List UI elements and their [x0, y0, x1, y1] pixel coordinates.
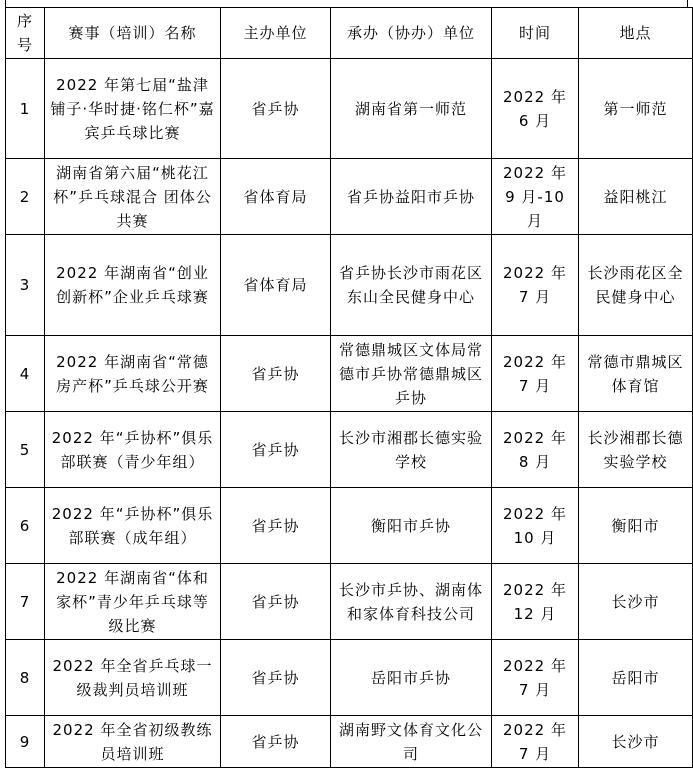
- cell-organizer: 长沙市湘郡长德实验学校: [331, 412, 492, 488]
- table-top-edge: [0, 0, 693, 7]
- cell-no: 6: [6, 488, 45, 564]
- cell-time: 2022 年 6 月: [492, 59, 579, 159]
- cell-host: 省乒协: [221, 412, 331, 488]
- cell-place: 长沙市: [579, 716, 693, 768]
- cell-name: 2022 年全省初级教练员培训班: [45, 716, 221, 768]
- cell-organizer: 衡阳市乒协: [331, 488, 492, 564]
- cell-organizer: 省乒协益阳市乒协: [331, 159, 492, 235]
- table-row: [6, 488, 693, 564]
- cell-no: 2: [6, 159, 45, 235]
- table-row: [6, 564, 693, 640]
- cell-time: 2022 年 8 月: [492, 412, 579, 488]
- table-row: [6, 640, 693, 716]
- events-table: [5, 7, 693, 768]
- cell-name: 2022 年“乒协杯”俱乐部联赛（成年组）: [45, 488, 221, 564]
- cell-time: 2022 年 10 月: [492, 488, 579, 564]
- cell-name: 2022 年湖南省“创业创新杯”企业乒乓球赛: [45, 235, 221, 336]
- cell-name: 2022 年第七届“盐津铺子·华时捷·铭仁杯”嘉宾乒乓球比赛: [45, 59, 221, 159]
- cell-organizer: 湖南省第一师范: [331, 59, 492, 159]
- cell-name: 2022 年“乒协杯”俱乐部联赛（青少年组）: [45, 412, 221, 488]
- cell-organizer: 常德鼎城区文体局常德市乒协常德鼎城区乒协: [331, 336, 492, 412]
- cell-organizer: 岳阳市乒协: [331, 640, 492, 716]
- cell-organizer: 省乒协长沙市雨花区东山全民健身中心: [331, 235, 492, 336]
- cell-time: 2022 年 7 月: [492, 640, 579, 716]
- cell-place: 第一师范: [579, 59, 693, 159]
- cell-host: 省乒协: [221, 336, 331, 412]
- table-row: [6, 336, 693, 412]
- cell-place: 长沙湘郡长德实验学校: [579, 412, 693, 488]
- cell-host: 省乒协: [221, 564, 331, 640]
- cell-organizer: 湖南野文体育文化公司: [331, 716, 492, 768]
- cell-no: 9: [6, 716, 45, 768]
- table-row: [6, 159, 693, 235]
- cell-no: 8: [6, 640, 45, 716]
- cell-place: 岳阳市: [579, 640, 693, 716]
- cell-place: 衡阳市: [579, 488, 693, 564]
- cell-name: 2022 年湖南省“常德房产杯”乒乓球公开赛: [45, 336, 221, 412]
- cell-place: 益阳桃江: [579, 159, 693, 235]
- cell-place: 长沙市: [579, 564, 693, 640]
- header-place: 地点: [579, 8, 693, 59]
- cell-no: 5: [6, 412, 45, 488]
- cell-name: 湖南省第六届“桃花江杯”乒乓球混合 团体公共赛: [45, 159, 221, 235]
- cell-no: 3: [6, 235, 45, 336]
- cell-host: 省乒协: [221, 716, 331, 768]
- cell-no: 4: [6, 336, 45, 412]
- cell-host: 省乒协: [221, 488, 331, 564]
- table-row: [6, 235, 693, 336]
- cell-host: 省乒协: [221, 640, 331, 716]
- cell-time: 2022 年 7 月: [492, 235, 579, 336]
- header-host: 主办单位: [221, 8, 331, 59]
- header-row: [6, 8, 693, 59]
- cell-place: 常德市鼎城区体育馆: [579, 336, 693, 412]
- cell-time: 2022 年 9 月-10 月: [492, 159, 579, 235]
- header-name: 赛事（培训）名称: [45, 8, 221, 59]
- cell-time: 2022 年 7 月: [492, 336, 579, 412]
- header-time: 时间: [492, 8, 579, 59]
- cell-name: 2022 年湖南省“体和家杯”青少年乒乓球等级比赛: [45, 564, 221, 640]
- header-organizer: 承办（协办）单位: [331, 8, 492, 59]
- table-row: [6, 412, 693, 488]
- table-row: [6, 716, 693, 768]
- cell-name: 2022 年全省乒乓球一级裁判员培训班: [45, 640, 221, 716]
- cell-host: 省体育局: [221, 235, 331, 336]
- cell-organizer: 长沙市乒协、湖南体和家体育科技公司: [331, 564, 492, 640]
- cell-time: 2022 年 12 月: [492, 564, 579, 640]
- header-no: 序号: [6, 8, 45, 59]
- cell-host: 省体育局: [221, 159, 331, 235]
- cell-no: 1: [6, 59, 45, 159]
- table-row: [6, 59, 693, 159]
- cell-time: 2022 年 7 月: [492, 716, 579, 768]
- cell-no: 7: [6, 564, 45, 640]
- cell-host: 省乒协: [221, 59, 331, 159]
- cell-place: 长沙雨花区全民健身中心: [579, 235, 693, 336]
